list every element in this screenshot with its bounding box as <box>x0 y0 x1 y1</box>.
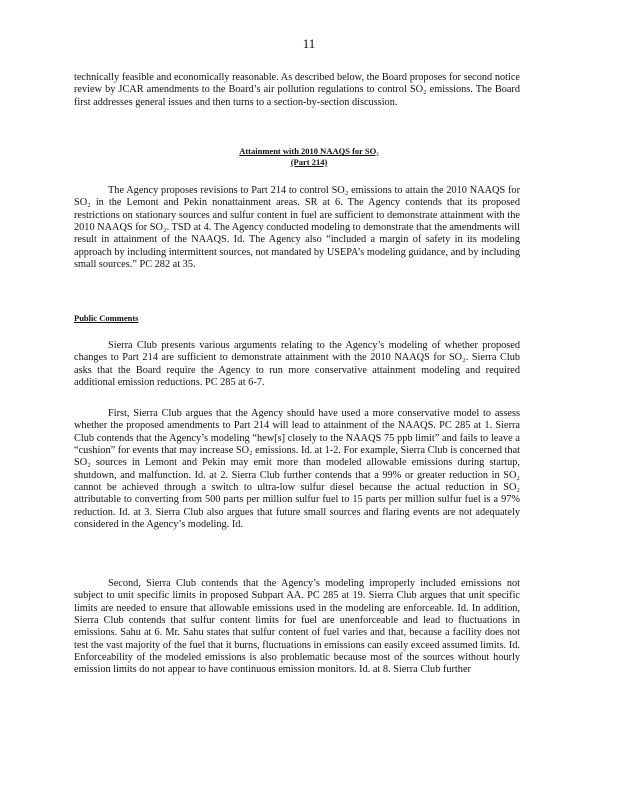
section-heading <box>0 146 618 168</box>
section-heading-title: Attainment with 2010 NAAQS for SO₂ <box>239 146 379 156</box>
paragraph-agency: The Agency proposes revisions to Part 214 to control SO₂ emissions to attain the 2010 NAAQS for SO₂ in the Lemont and Pekin nonattainment areas. SR at 6. The Agency contends that its proposed restrictions on stationary sources and sulfur content in fuel are sufficient to demonstrate attainment with the 2010 NAAQS for SO₂. TSD at 4. The Agency conducted modeling to demonstrate that the amendments will result in attainment of the NAAQS. Id. The Agency also “included a margin of safety in its modeling approach by including intermittent sources, not mandated by USEPA’s modeling guidance, and by including small sources.” PC 282 at 35. <box>74 185 520 271</box>
paragraph-sierra-intro: Sierra Club presents various arguments relating to the Agency’s modeling of whether proposed changes to Part 214 are sufficient to demonstrate attainment with the 2010 NAAQS for SO₂. Sierra Club asks that the Board require the Agency to run more conservative attainment modeling and required additional emission reductions. PC 285 at 6-7. <box>74 340 520 389</box>
paragraph-second-argument: Second, Sierra Club contends that the Agency’s modeling improperly included emissions not subject to unit specific limits in proposed Subpart AA. PC 285 at 19. Sierra Club argues that unit specific limits are needed to ensure that allowable emissions used in the modeling are enforceable. Id. In addition, Sierra Club contends that sulfur content limits for fuel are unenforceable and lead to fluctuations in emissions. Sahu at 6. Mr. Sahu states that sulfur content of fuel varies and that, because a facility does not test the vast majority of the fuel that it burns, fluctuations in emissions can easily exceed assumed limits. Id. Enforceability of the modeled emissions is also problematic because most of the sources without hourly emission limits do not appear to have continuous emission monitors. Id. at 8. Sierra Club further <box>74 578 520 676</box>
paragraph-first-argument: First, Sierra Club argues that the Agency should have used a more conservative model to assess whether the proposed amendments to Part 214 will lead to attainment of the NAAQS. PC 285 at 1. Sierra Club contends that the Agency’s modeling “hew[s] closely to the NAAQS 75 ppb limit” and fails to leave a “cushion” for events that may increase SO₂ emissions. Id. at 1-2. For example, Sierra Club is concerned that SO₂ sources in Lemont and Pekin may emit more than modeled allowable emissions during startup, shutdown, and malfunction. Id. at 2. Sierra Club further contends that a 99% or greater reduction in SO₂ cannot be achieved through a switch to ultra-low sulfur diesel because the actual reduction in SO₂ attributable to converting from 500 parts per million sulfur fuel to 15 parts per million sulfur fuel is a 97% reduction. Id. at 3. Sierra Club also argues that future small sources and flaring events are not adequately considered in the Agency’s modeling. Id. <box>74 408 520 531</box>
intro-paragraph: technically feasible and economically reasonable. As described below, the Board proposes for second notice review by JCAR amendments to the Board’s air pollution regulations to control SO₂ emissions. The Board first addresses general issues and then turns to a section-by-section discussion. <box>74 72 520 108</box>
section-heading-part: (Part 214) <box>290 157 328 167</box>
subheading-public-comments: Public Comments <box>74 313 139 323</box>
page-number: 11 <box>302 36 316 51</box>
